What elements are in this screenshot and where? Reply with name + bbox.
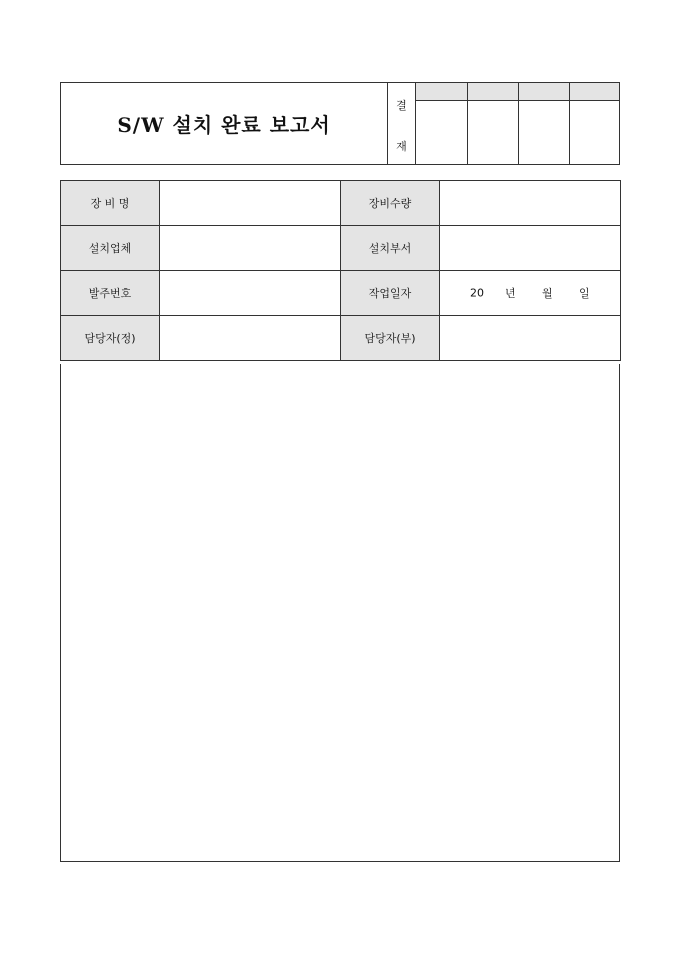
report-title: S/W 설치 완료 보고서 xyxy=(117,113,331,137)
approval-box-4[interactable] xyxy=(569,83,619,164)
work-date-label: 작업일자 xyxy=(341,271,440,316)
equipment-qty-field[interactable] xyxy=(440,181,621,226)
approval-label xyxy=(388,83,415,164)
equipment-qty-label: 장비수량 xyxy=(341,181,440,226)
install-dept-label: 설치부서 xyxy=(341,226,440,271)
report-body-area[interactable] xyxy=(60,364,620,862)
equipment-name-field[interactable] xyxy=(160,181,341,226)
approval-box-2[interactable] xyxy=(467,83,518,164)
approval-box-3-header[interactable] xyxy=(519,83,569,101)
approval-label-bottom: 재 xyxy=(396,140,407,153)
work-date-field[interactable] xyxy=(440,271,621,316)
install-dept-field[interactable] xyxy=(440,226,621,271)
manager-secondary-field[interactable] xyxy=(440,316,621,361)
equipment-name-label: 장 비 명 xyxy=(61,181,160,226)
manager-primary-field[interactable] xyxy=(160,316,341,361)
report-header xyxy=(60,82,620,165)
date-year-prefix: 20 xyxy=(470,286,484,300)
order-no-field[interactable] xyxy=(160,271,341,316)
table-row xyxy=(61,226,621,271)
table-row xyxy=(61,181,621,226)
table-row xyxy=(61,271,621,316)
table-row xyxy=(61,316,621,361)
approval-box-1-header[interactable] xyxy=(416,83,467,101)
approval-box-3[interactable] xyxy=(518,83,569,164)
manager-secondary-label: 담당자(부) xyxy=(341,316,440,361)
manager-primary-label: 담당자(정) xyxy=(61,316,160,361)
install-company-field[interactable] xyxy=(160,226,341,271)
equipment-info-table xyxy=(60,180,621,361)
approval-box-4-header[interactable] xyxy=(570,83,619,101)
date-month-unit: 월 xyxy=(542,287,553,300)
date-day-unit: 일 xyxy=(579,287,590,300)
approval-signature-grid xyxy=(416,83,619,164)
approval-box-1[interactable] xyxy=(416,83,467,164)
date-year-unit: 년 xyxy=(505,287,516,300)
order-no-label: 발주번호 xyxy=(61,271,160,316)
approval-label-top: 결 xyxy=(396,99,407,112)
install-company-label: 설치업체 xyxy=(61,226,160,271)
approval-box-2-header[interactable] xyxy=(468,83,518,101)
